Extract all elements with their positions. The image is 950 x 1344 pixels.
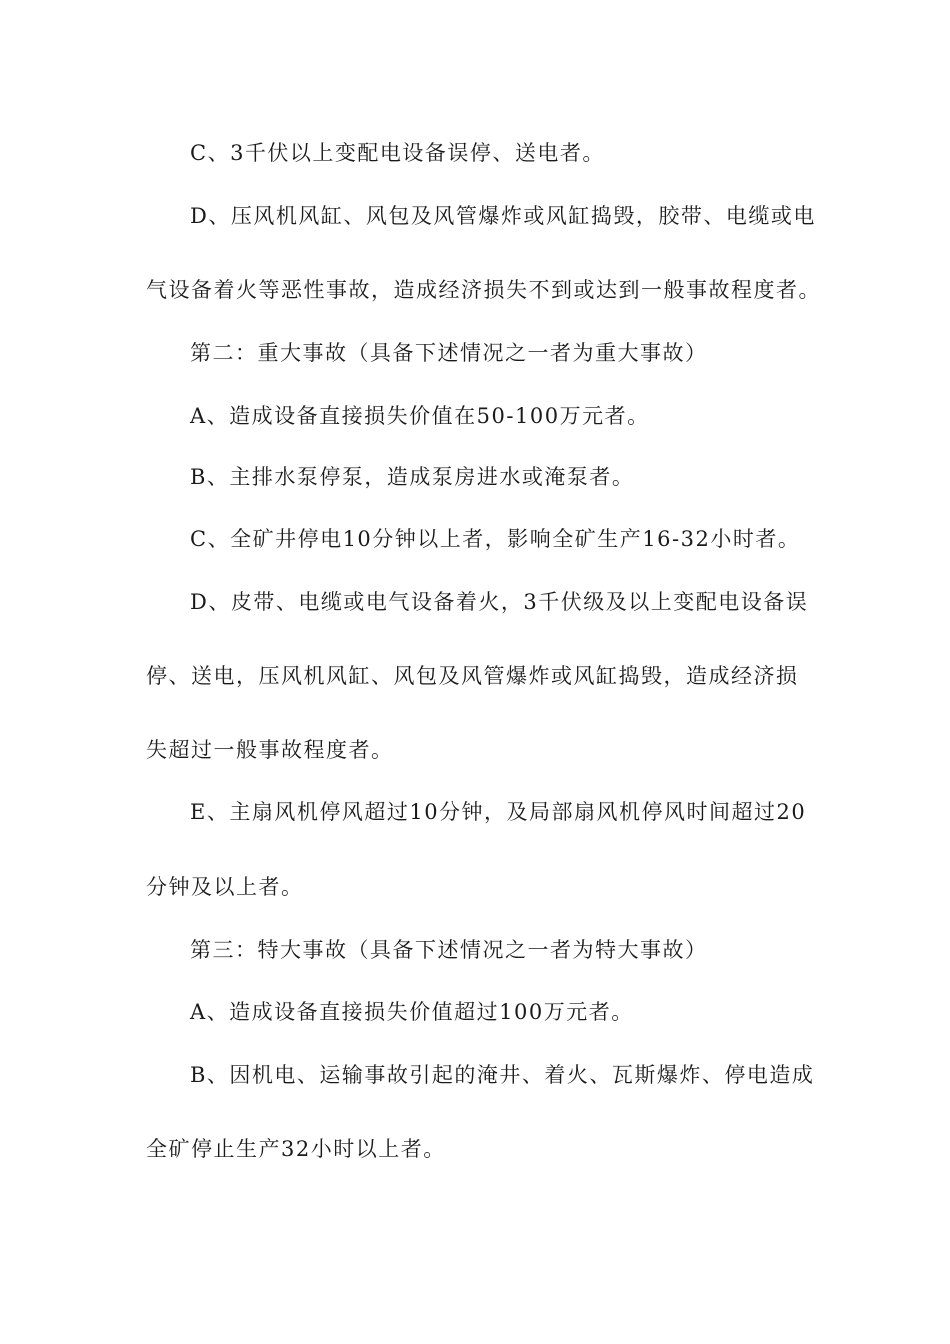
paragraph-line: C、全矿井停电10分钟以上者，影响全矿生产16-32小时者。 (190, 527, 801, 551)
paragraph-line: 全矿停止生产32小时以上者。 (146, 1137, 446, 1161)
section-heading: 第二：重大事故（具备下述情况之一者为重大事故） (190, 341, 708, 365)
paragraph-line: E、主扇风机停风超过10分钟，及局部扇风机停风时间超过20 (190, 800, 807, 824)
paragraph-line: B、因机电、运输事故引起的淹井、着火、瓦斯爆炸、停电造成 (190, 1063, 815, 1087)
paragraph-line: 停、送电，压风机风缸、风包及风管爆炸或风缸捣毁，造成经济损 (146, 664, 799, 688)
paragraph-line: 气设备着火等恶性事故，造成经济损失不到或达到一般事故程度者。 (146, 278, 821, 302)
paragraph-line: D、压风机风缸、风包及风管爆炸或风缸捣毁，胶带、电缆或电 (190, 204, 816, 228)
paragraph-line: A、造成设备直接损失价值在50-100万元者。 (190, 404, 650, 428)
paragraph-line: D、皮带、电缆或电气设备着火，3千伏级及以上变配电设备误 (190, 590, 809, 614)
paragraph-line: 分钟及以上者。 (146, 875, 304, 899)
paragraph-line: C、3千伏以上变配电设备误停、送电者。 (190, 141, 605, 165)
paragraph-line: 失超过一般事故程度者。 (146, 738, 394, 762)
section-heading: 第三：特大事故（具备下述情况之一者为特大事故） (190, 938, 708, 962)
paragraph-line: B、主排水泵停泵，造成泵房进水或淹泵者。 (190, 465, 635, 489)
paragraph-line: A、造成设备直接损失价值超过100万元者。 (190, 1000, 634, 1024)
